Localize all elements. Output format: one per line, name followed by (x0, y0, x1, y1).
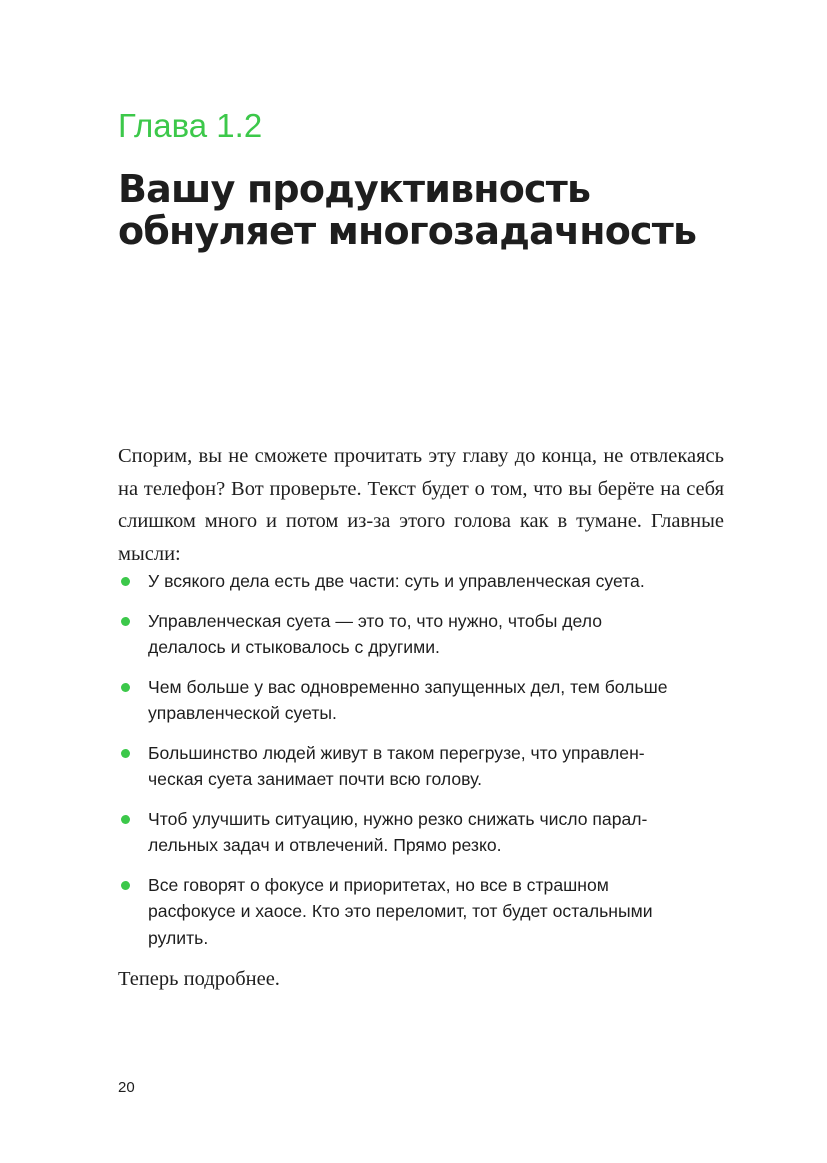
bullet-dot-icon (121, 815, 130, 824)
list-item-line: управленческой суеты. (148, 703, 337, 723)
list-item-text (148, 674, 718, 727)
key-points-list (118, 568, 718, 964)
book-page (118, 0, 724, 1163)
page-number: 20 (118, 1079, 135, 1096)
list-item-line: лельных задач и отвлечений. Прямо резко. (148, 835, 502, 855)
bullet-dot-icon (121, 881, 130, 890)
outro-paragraph: Теперь подробнее. (118, 968, 280, 990)
list-item-line: Управленческая суета — это то, что нужно, чтобы дело (148, 610, 602, 631)
list-item (118, 568, 718, 595)
list-item-text (148, 806, 718, 859)
list-item-line: Чтоб улучшить ситуацию, нужно резко снижать число парал- (148, 808, 648, 829)
list-item (118, 740, 718, 793)
bullet-dot-icon (121, 577, 130, 586)
intro-paragraph: Спорим, вы не сможете прочитать эту главу до конца, не отвлекаясь на телефон? Вот проверьте. Текст будет о том, что вы берёте на себя слишком много и потом из-за этого голова как в тумане. Главные мысли: (118, 445, 724, 565)
list-item (118, 806, 718, 859)
list-item-text (148, 740, 718, 793)
list-item-text (148, 608, 718, 661)
list-item-line: Чем больше у вас одновременно запущенных дел, тем больше (148, 676, 668, 697)
list-item-line: Большинство людей живут в таком перегрузе, что управлен- (148, 742, 645, 763)
chapter-title-line: обнуляет многозадачность (118, 209, 697, 253)
list-item-text (148, 872, 718, 952)
list-item (118, 608, 718, 661)
bullet-dot-icon (121, 617, 130, 626)
list-item-line: рулить. (148, 927, 209, 948)
list-item-line: У всякого дела есть две части: суть и управленческая суета. (148, 571, 645, 591)
list-item-text (148, 568, 718, 595)
list-item-line: Все говорят о фокусе и приоритетах, но все в страшном (148, 874, 609, 895)
chapter-title (118, 168, 718, 252)
list-item (118, 872, 718, 952)
list-item-line: расфокусе и хаосе. Кто это переломит, тот будет остальными (148, 901, 653, 921)
bullet-dot-icon (121, 749, 130, 758)
list-item-line: делалось и стыковалось с другими. (148, 637, 440, 657)
list-item-line: ческая суета занимает почти всю голову. (148, 769, 483, 789)
bullet-dot-icon (121, 683, 130, 692)
chapter-label: Глава 1.2 (118, 107, 263, 144)
list-item (118, 674, 718, 727)
chapter-title-line: Вашу продуктивность (118, 167, 591, 211)
